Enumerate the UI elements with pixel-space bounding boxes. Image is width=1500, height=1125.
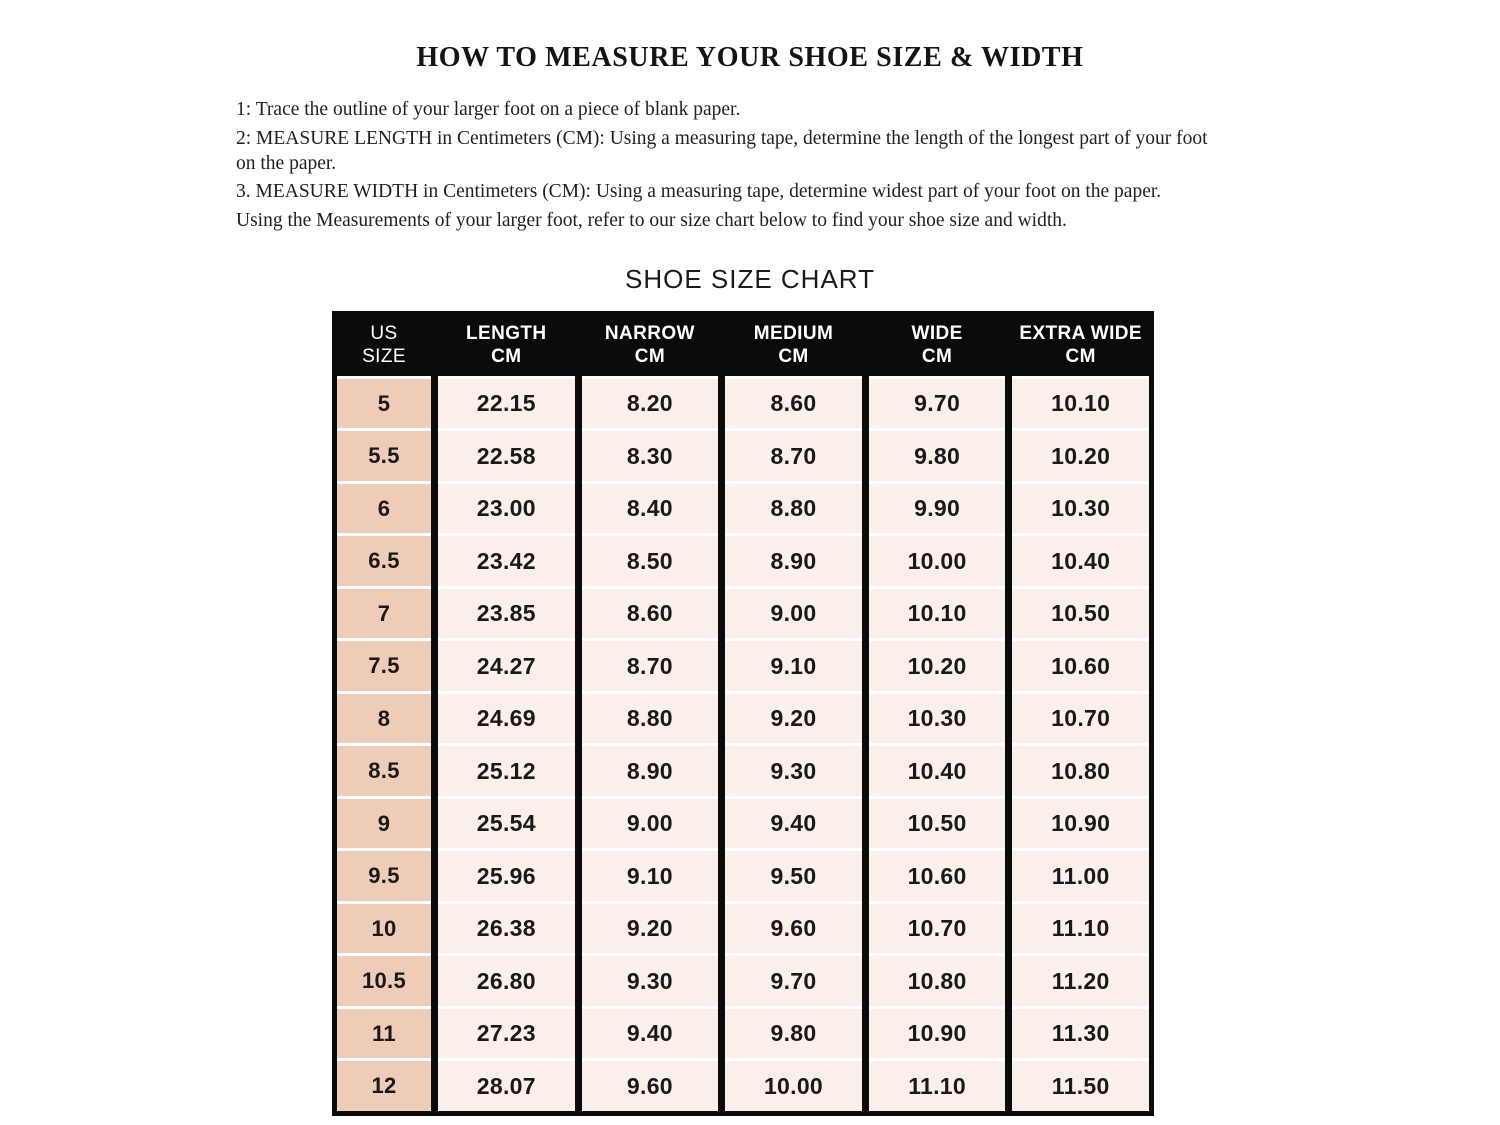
- measurement-cell: 10.60: [869, 848, 1006, 901]
- measurement-cell: 10.70: [869, 901, 1006, 954]
- measurement-cell: 27.23: [438, 1006, 575, 1059]
- measurement-cell: 22.15: [438, 376, 575, 429]
- measurement-cell: 10.70: [1012, 691, 1149, 744]
- measurement-cell: 10.40: [1012, 533, 1149, 586]
- measurement-cell: 11.10: [1012, 901, 1149, 954]
- measurement-cell: 22.58: [438, 428, 575, 481]
- measurement-cell: 9.00: [725, 586, 862, 639]
- measurement-cell: 8.20: [582, 376, 719, 429]
- measurement-cell: 23.85: [438, 586, 575, 639]
- header-line-1: US: [370, 323, 398, 345]
- measurement-cell: 25.96: [438, 848, 575, 901]
- measurement-cell: 10.10: [1012, 376, 1149, 429]
- measurement-cell: 9.50: [725, 848, 862, 901]
- measurement-cell: 8.70: [725, 428, 862, 481]
- header-line-1: MEDIUM: [753, 323, 834, 345]
- measurement-cell: 10.90: [1012, 796, 1149, 849]
- measurement-cell: 10.90: [869, 1006, 1006, 1059]
- header-line-2: CM: [634, 345, 666, 367]
- measurement-cell: 9.10: [725, 638, 862, 691]
- measurement-cell: 11.00: [1012, 848, 1149, 901]
- us-size-cell: 8.5: [337, 743, 431, 796]
- header-line-2: SIZE: [362, 345, 406, 367]
- header-line-2: CM: [491, 345, 522, 367]
- measurement-cell: 10.00: [869, 533, 1006, 586]
- header-line-1: LENGTH: [466, 323, 547, 345]
- measurement-cell: 8.50: [582, 533, 719, 586]
- header-line-1: WIDE: [911, 323, 963, 345]
- measurement-cell: 8.70: [582, 638, 719, 691]
- header-line-1: NARROW: [604, 323, 695, 345]
- column-header-narrow: [582, 316, 719, 376]
- measurement-cell: 9.40: [725, 796, 862, 849]
- chart-title: SHOE SIZE CHART: [624, 263, 875, 294]
- us-size-cell: 9.5: [337, 848, 431, 901]
- measurement-cell: 8.30: [582, 428, 719, 481]
- measurement-cell: 10.50: [869, 796, 1006, 849]
- us-size-cell: 7.5: [337, 638, 431, 691]
- page-title: HOW TO MEASURE YOUR SHOE SIZE & WIDTH: [416, 42, 1084, 73]
- measurement-cell: 9.70: [725, 953, 862, 1006]
- column-header-length: [438, 316, 575, 376]
- measurement-cell: 8.60: [725, 376, 862, 429]
- measurement-cell: 9.30: [725, 743, 862, 796]
- measurement-cell: 10.80: [1012, 743, 1149, 796]
- measurement-cell: 8.60: [582, 586, 719, 639]
- measurement-cell: 9.60: [725, 901, 862, 954]
- us-size-cell: 9: [337, 796, 431, 849]
- measurement-cell: 23.00: [438, 481, 575, 534]
- us-size-cell: 7: [337, 586, 431, 639]
- measurement-cell: 11.30: [1012, 1006, 1149, 1059]
- measurement-cell: 8.90: [582, 743, 719, 796]
- measurement-cell: 11.20: [1012, 953, 1149, 1006]
- measurement-cell: 9.20: [582, 901, 719, 954]
- header-line-2: CM: [778, 345, 809, 367]
- column-header-us: [337, 316, 431, 376]
- measurement-cell: 9.20: [725, 691, 862, 744]
- measurement-cell: 10.00: [725, 1058, 862, 1111]
- measurement-cell: 11.50: [1012, 1058, 1149, 1111]
- measurement-cell: 26.38: [438, 901, 575, 954]
- measurement-cell: 9.00: [582, 796, 719, 849]
- measurement-cell: 25.54: [438, 796, 575, 849]
- measurement-cell: 10.40: [869, 743, 1006, 796]
- measurement-cell: 10.30: [869, 691, 1006, 744]
- measurement-cell: 28.07: [438, 1058, 575, 1111]
- measurement-cell: 8.80: [725, 481, 862, 534]
- measurement-cell: 8.80: [582, 691, 719, 744]
- header-line-2: CM: [921, 345, 953, 367]
- us-size-cell: 12: [337, 1058, 431, 1111]
- instructions-block: [236, 98, 1218, 234]
- measurement-cell: 8.40: [582, 481, 719, 534]
- shoe-size-table: [332, 311, 1154, 1116]
- us-size-cell: 11: [337, 1006, 431, 1059]
- measurement-cell: 9.80: [725, 1006, 862, 1059]
- us-size-cell: 8: [337, 691, 431, 744]
- measurement-cell: 9.60: [582, 1058, 719, 1111]
- column-header-extra-wide: [1012, 316, 1149, 376]
- measurement-cell: 9.70: [869, 376, 1006, 429]
- measurement-cell: 10.80: [869, 953, 1006, 1006]
- measurement-cell: 10.30: [1012, 481, 1149, 534]
- measurement-cell: 9.80: [869, 428, 1006, 481]
- instruction-step-1: 1: Trace the outline of your larger foot on a piece of blank paper.: [236, 99, 741, 120]
- measurement-cell: 26.80: [438, 953, 575, 1006]
- measurement-cell: 10.60: [1012, 638, 1149, 691]
- measurement-cell: 9.40: [582, 1006, 719, 1059]
- measurement-cell: 9.30: [582, 953, 719, 1006]
- measurement-cell: 10.20: [869, 638, 1006, 691]
- us-size-cell: 6.5: [337, 533, 431, 586]
- measurement-cell: 24.69: [438, 691, 575, 744]
- instruction-step-2: 2: MEASURE LENGTH in Centimeters (CM): Using a measuring tape, determine the length of the longest part of your foot on the paper.: [236, 127, 1208, 174]
- measurement-cell: 10.50: [1012, 586, 1149, 639]
- measurement-cell: 9.90: [869, 481, 1006, 534]
- instruction-step-3: 3. MEASURE WIDTH in Centimeters (CM): Using a measuring tape, determine widest part of your foot on the paper.: [236, 181, 1162, 203]
- measurement-cell: 25.12: [438, 743, 575, 796]
- us-size-cell: 5.5: [337, 428, 431, 481]
- column-header-medium: [725, 316, 862, 376]
- us-size-cell: 6: [337, 481, 431, 534]
- measurement-cell: 24.27: [438, 638, 575, 691]
- measurement-cell: 10.20: [1012, 428, 1149, 481]
- us-size-cell: 10.5: [337, 953, 431, 1006]
- measurement-cell: 23.42: [438, 533, 575, 586]
- header-line-1: EXTRA WIDE: [1019, 323, 1142, 345]
- measurement-cell: 10.10: [869, 586, 1006, 639]
- measurement-cell: 11.10: [869, 1058, 1006, 1111]
- measurement-cell: 9.10: [582, 848, 719, 901]
- us-size-cell: 10: [337, 901, 431, 954]
- header-line-2: CM: [1065, 345, 1096, 367]
- instruction-summary: Using the Measurements of your larger foot, refer to our size chart below to find your shoe size and width.: [236, 210, 1067, 231]
- measurement-cell: 8.90: [725, 533, 862, 586]
- us-size-cell: 5: [337, 376, 431, 429]
- column-header-wide: [869, 316, 1006, 376]
